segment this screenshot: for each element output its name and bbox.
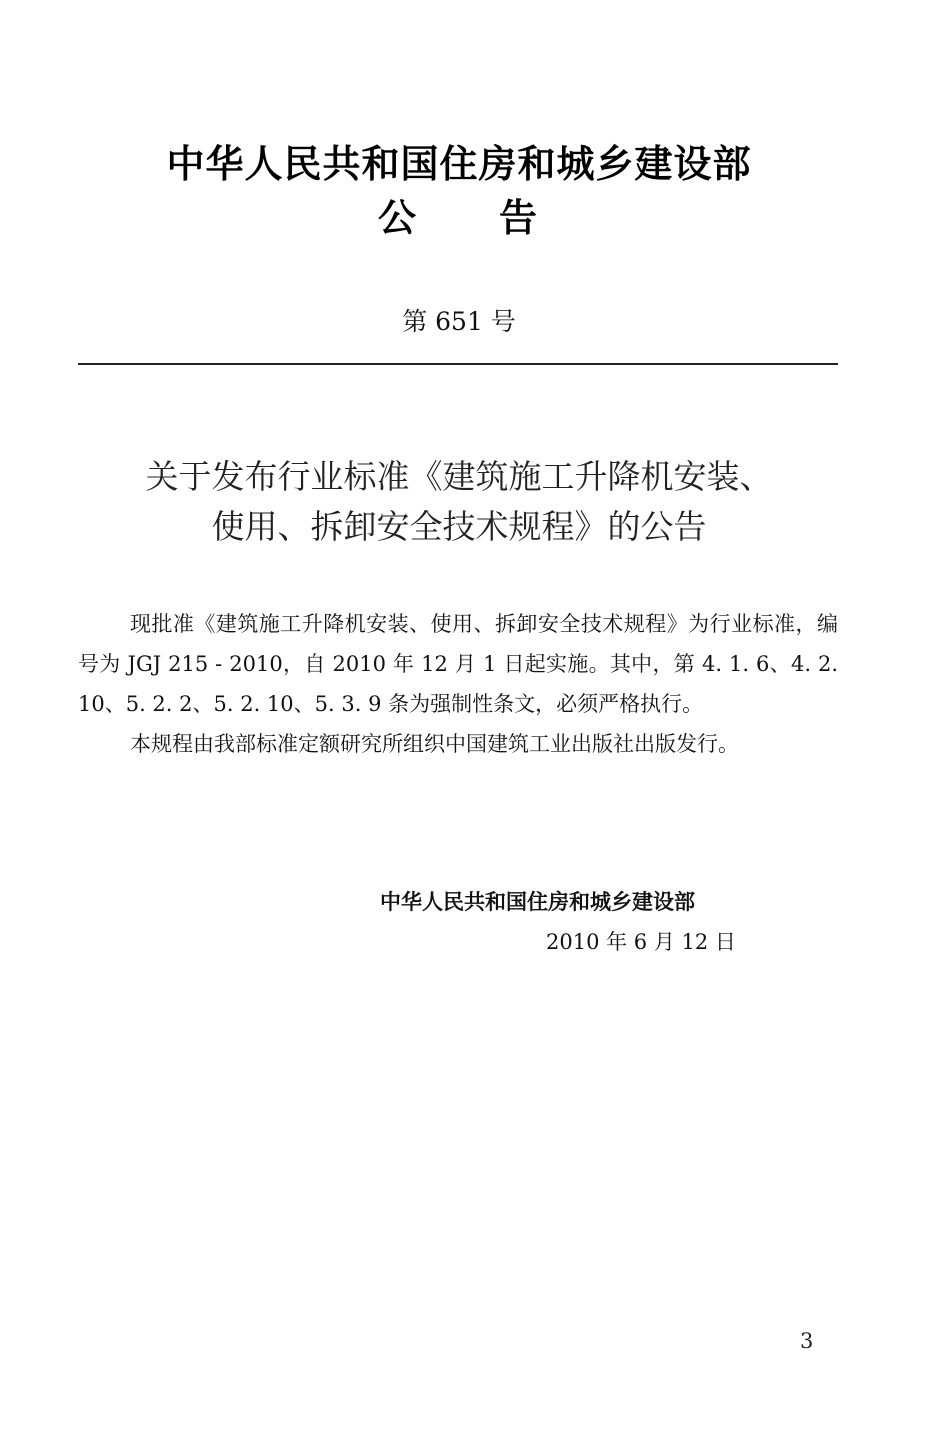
announcement-body	[78, 604, 838, 764]
page-number: 3	[800, 1329, 814, 1353]
announcement-number: 第 651 号	[402, 307, 516, 336]
document-type-char-2: 告	[499, 196, 538, 240]
body-paragraph-2: 本规程由我部标准定额研究所组织中国建筑工业出版社出版发行。	[130, 732, 739, 756]
body-paragraph-1: 现批准《建筑施工升降机安装、使用、拆卸安全技术规程》为行业标准，编号为 JGJ 215 - 2010，自 2010 年 12 月 1 日起实施。其中，第 4. 1. 6、4. 2. 10、5. 2. 2、5. 2. 10、5. 3. 9 条为强制性条文，必须严格执行。	[78, 612, 838, 716]
issuer-title: 中华人民共和国住房和城乡建设部	[166, 142, 752, 186]
signature-date: 2010 年 6 月 12 日	[546, 930, 736, 954]
announcement-subject	[0, 452, 918, 552]
signature-organization: 中华人民共和国住房和城乡建设部	[380, 890, 695, 914]
document-type-char-1: 公	[378, 196, 417, 240]
subject-line-1: 关于发布行业标准《建筑施工升降机安装、	[145, 457, 773, 496]
subject-line-2: 使用、拆卸安全技术规程》的公告	[211, 507, 707, 546]
header-divider	[78, 363, 838, 365]
